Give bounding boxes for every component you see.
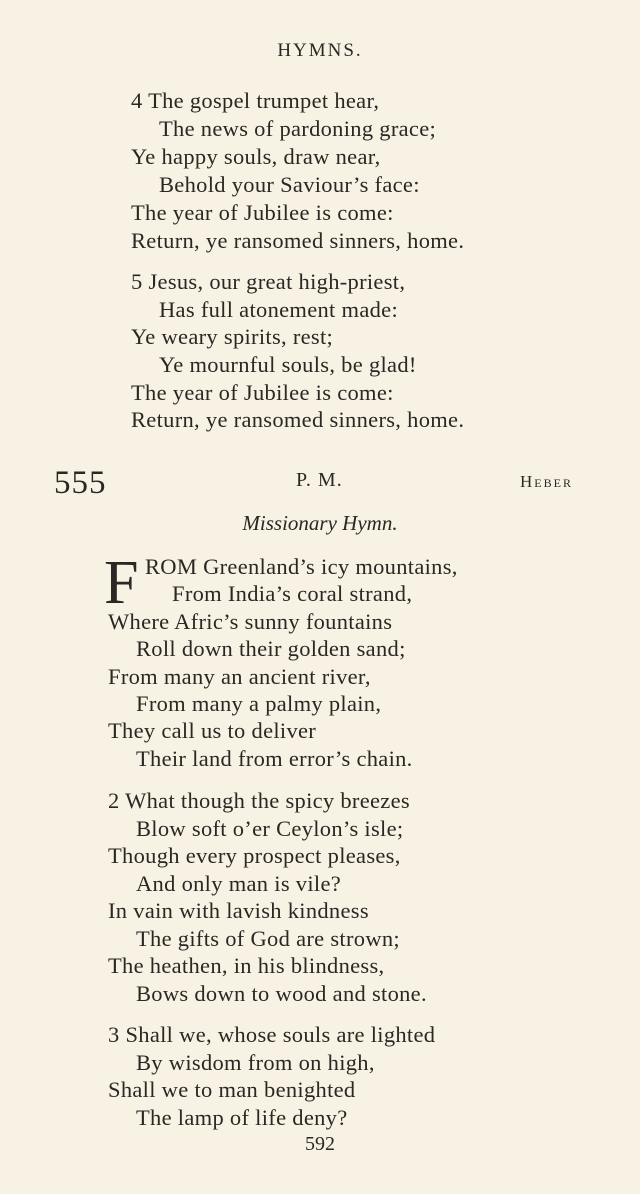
verse-line: From India’s coral strand, [172, 581, 413, 606]
verse-line: Ye weary spirits, rest; [131, 324, 334, 349]
drop-cap: F [104, 549, 139, 617]
verse-line: 3 Shall we, whose souls are lighted [108, 1022, 436, 1047]
hymn-number: 555 [54, 465, 107, 501]
verse-line: Behold your Saviour’s face: [159, 172, 420, 197]
verse-line: Return, ye ransomed sinners, home. [131, 407, 465, 432]
verse-line: Ye happy souls, draw near, [131, 144, 381, 169]
hymn-author: Heber [520, 472, 573, 491]
hymn-title: Missionary Hymn. [242, 511, 398, 535]
verse-line: The year of Jubilee is come: [131, 380, 394, 405]
page-number: 592 [305, 1133, 335, 1155]
verse-line: In vain with lavish kindness [108, 898, 369, 923]
verse-line: The gifts of God are strown; [136, 926, 400, 951]
verse-line: The year of Jubilee is come: [131, 200, 394, 225]
verse-line: From many a palmy plain, [136, 691, 382, 716]
verse-line: Shall we to man benighted [108, 1077, 356, 1102]
verse-line: And only man is vile? [136, 871, 342, 896]
verse-line: Roll down their golden sand; [136, 636, 406, 661]
verse-line: The lamp of life deny? [136, 1105, 348, 1130]
verse-line: Return, ye ransomed sinners, home. [131, 228, 465, 253]
verse-line: By wisdom from on high, [136, 1050, 375, 1075]
verse-line: Though every prospect pleases, [108, 843, 401, 868]
verse-line: Has full atonement made: [159, 297, 399, 322]
verse-line: Ye mournful souls, be glad! [159, 352, 417, 377]
hymn-meter: P. M. [296, 469, 343, 491]
verse-line: The news of pardoning grace; [159, 116, 437, 141]
verse-line: Where Afric’s sunny fountains [108, 609, 393, 634]
verse-line: 5 Jesus, our great high-priest, [131, 269, 406, 294]
verse-line: From many an ancient river, [108, 664, 371, 689]
verse-line: Blow soft o’er Ceylon’s isle; [136, 816, 404, 841]
verse-line: They call us to deliver [108, 718, 317, 743]
verse-line: 4 The gospel trumpet hear, [131, 88, 380, 113]
verse-line: Bows down to wood and stone. [136, 981, 427, 1006]
verse-line: Their land from error’s chain. [136, 746, 413, 771]
page-header: HYMNS. [277, 40, 363, 61]
verse-line: ROM Greenland’s icy mountains, [145, 554, 458, 579]
verse-line: The heathen, in his blindness, [108, 953, 385, 978]
verse-line: 2 What though the spicy breezes [108, 788, 410, 813]
